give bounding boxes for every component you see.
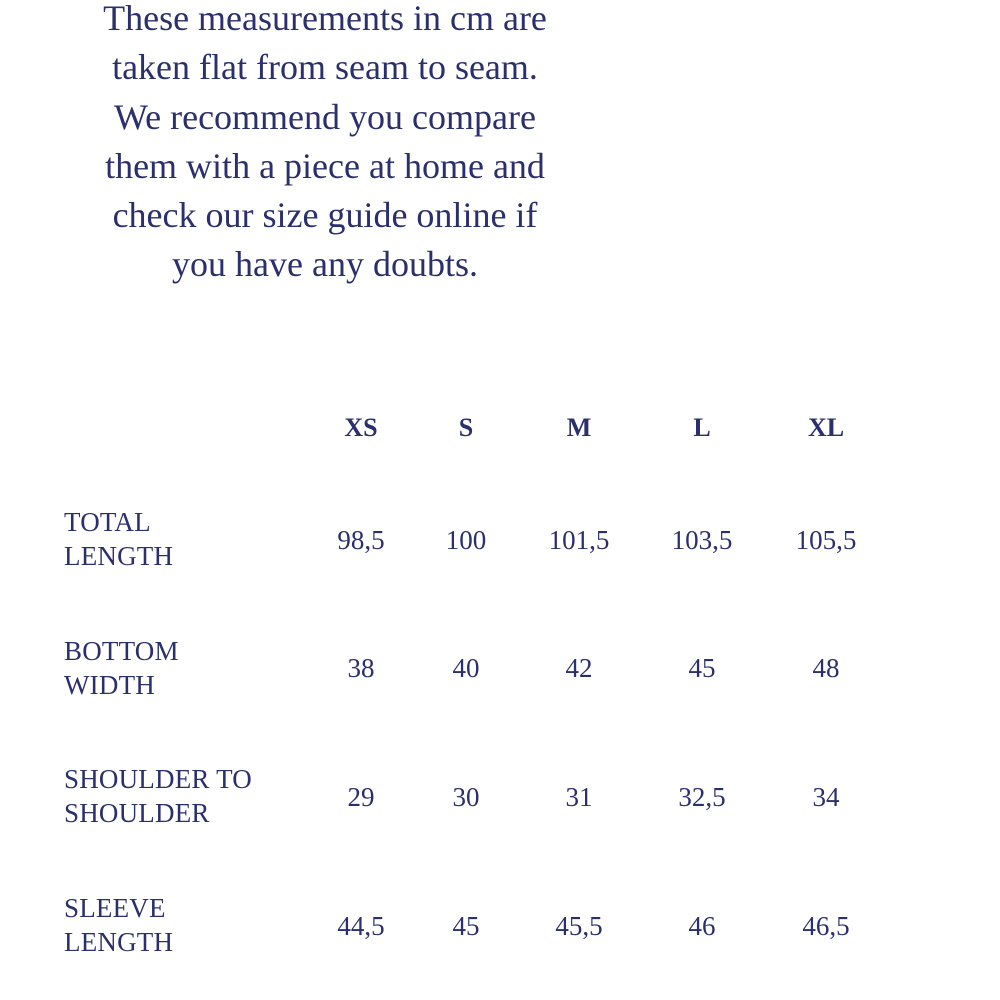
size-header-xl: XL bbox=[807, 413, 845, 442]
table-cell: 98,5 bbox=[337, 525, 385, 555]
table-cell: 42 bbox=[565, 653, 593, 683]
row-label-line: SHOULDER bbox=[64, 798, 210, 828]
table-cell: 44,5 bbox=[337, 911, 385, 941]
table-cell: 45 bbox=[688, 653, 716, 683]
table-cell: 38 bbox=[347, 653, 375, 683]
row-label-sleeve-length bbox=[64, 891, 173, 959]
table-cell: 101,5 bbox=[548, 525, 610, 555]
intro-line: We recommend you compare bbox=[114, 96, 536, 137]
intro-line: you have any doubts. bbox=[172, 244, 478, 285]
row-label-line: LENGTH bbox=[64, 541, 174, 571]
row-label-shoulder-to-shoulder bbox=[64, 762, 252, 830]
row-label-bottom-width bbox=[64, 634, 179, 702]
intro-line: These measurements in cm are bbox=[103, 0, 547, 38]
size-header-m: M bbox=[566, 413, 592, 442]
row-label-line: LENGTH bbox=[64, 927, 174, 957]
row-label-line: WIDTH bbox=[64, 670, 155, 700]
table-cell: 31 bbox=[565, 782, 593, 812]
table-cell: 45,5 bbox=[555, 911, 603, 941]
table-cell: 48 bbox=[812, 653, 840, 683]
intro-line: check our size guide online if bbox=[112, 195, 538, 236]
size-header-l: L bbox=[693, 413, 711, 442]
row-label-total-length bbox=[64, 505, 173, 573]
table-cell: 34 bbox=[812, 782, 840, 812]
row-label-line: TOTAL bbox=[64, 507, 151, 537]
table-cell: 103,5 bbox=[671, 525, 733, 555]
table-cell: 29 bbox=[347, 782, 375, 812]
table-cell: 32,5 bbox=[678, 782, 726, 812]
table-cell: 45 bbox=[452, 911, 480, 941]
table-cell: 100 bbox=[445, 525, 487, 555]
table-cell: 30 bbox=[452, 782, 480, 812]
intro-line: them with a piece at home and bbox=[105, 145, 545, 186]
table-cell: 40 bbox=[452, 653, 480, 683]
row-label-line: SHOULDER TO bbox=[64, 764, 252, 794]
table-cell: 46,5 bbox=[802, 911, 850, 941]
intro-line: taken flat from seam to seam. bbox=[112, 47, 538, 88]
table-cell: 46 bbox=[688, 911, 716, 941]
size-header-xs: XS bbox=[344, 413, 378, 442]
row-label-line: BOTTOM bbox=[64, 636, 179, 666]
row-label-line: SLEEVE bbox=[64, 893, 166, 923]
table-cell: 105,5 bbox=[795, 525, 857, 555]
size-header-s: S bbox=[458, 413, 474, 442]
